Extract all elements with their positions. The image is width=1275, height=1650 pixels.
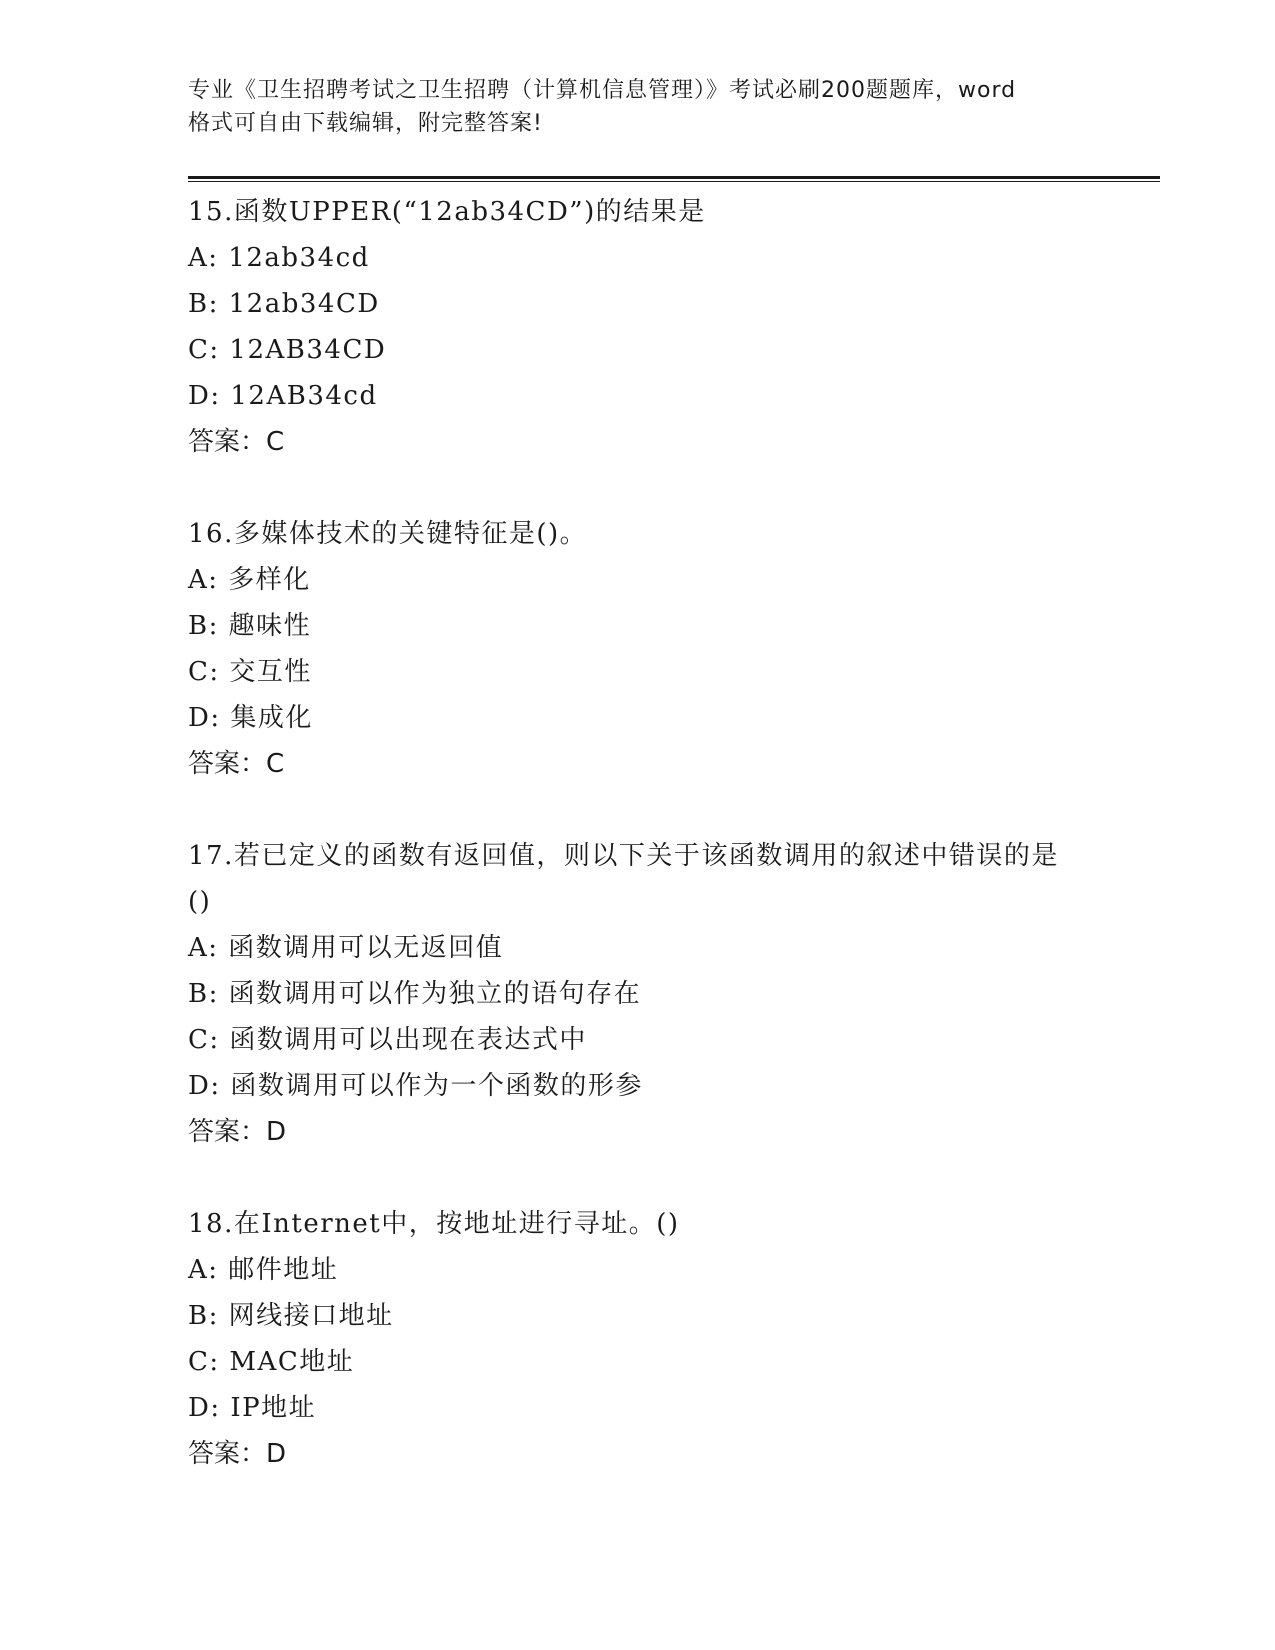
header-divider-thick [188, 176, 1160, 179]
question-stem: 18.在Internet中，按地址进行寻址。() [188, 1209, 680, 1239]
header-title-line-1: 专业《卫生招聘考试之卫生招聘（计算机信息管理）》考试必刷200题题库，word [188, 78, 1017, 103]
header-divider-thin [188, 181, 1160, 182]
option-a: A: 函数调用可以无返回值 [188, 933, 504, 963]
option-b: B: 12ab34CD [188, 289, 380, 319]
question-stem: 17.若已定义的函数有返回值，则以下关于该函数调用的叙述中错误的是() [188, 841, 1059, 917]
question-15 [188, 189, 1088, 465]
question-stem: 16.多媒体技术的关键特征是()。 [188, 519, 588, 549]
document-header [188, 74, 1088, 140]
question-list [188, 189, 1088, 1523]
option-a: A: 多样化 [188, 565, 311, 595]
answer-label: 答案：C [188, 749, 285, 779]
option-a: A: 12ab34cd [188, 243, 370, 273]
option-d: D: 函数调用可以作为一个函数的形参 [188, 1071, 643, 1101]
question-17 [188, 833, 1088, 1155]
option-b: B: 趣味性 [188, 611, 312, 641]
answer-label: 答案：C [188, 427, 285, 457]
option-d: D: 集成化 [188, 703, 313, 733]
question-18 [188, 1201, 1088, 1477]
answer-label: 答案：D [188, 1117, 287, 1147]
header-title-line-2: 格式可自由下载编辑，附完整答案! [188, 111, 543, 136]
option-d: D: IP地址 [188, 1393, 317, 1423]
option-c: C: 交互性 [188, 657, 312, 687]
option-c: C: 12AB34CD [188, 335, 387, 365]
question-16 [188, 511, 1088, 787]
option-b: B: 函数调用可以作为独立的语句存在 [188, 979, 642, 1009]
option-a: A: 邮件地址 [188, 1255, 339, 1285]
option-d: D: 12AB34cd [188, 381, 378, 411]
option-c: C: 函数调用可以出现在表达式中 [188, 1025, 587, 1055]
question-stem: 15.函数UPPER(“12ab34CD”)的结果是 [188, 197, 706, 227]
option-b: B: 网线接口地址 [188, 1301, 394, 1331]
option-c: C: MAC地址 [188, 1347, 355, 1377]
answer-label: 答案：D [188, 1439, 287, 1469]
